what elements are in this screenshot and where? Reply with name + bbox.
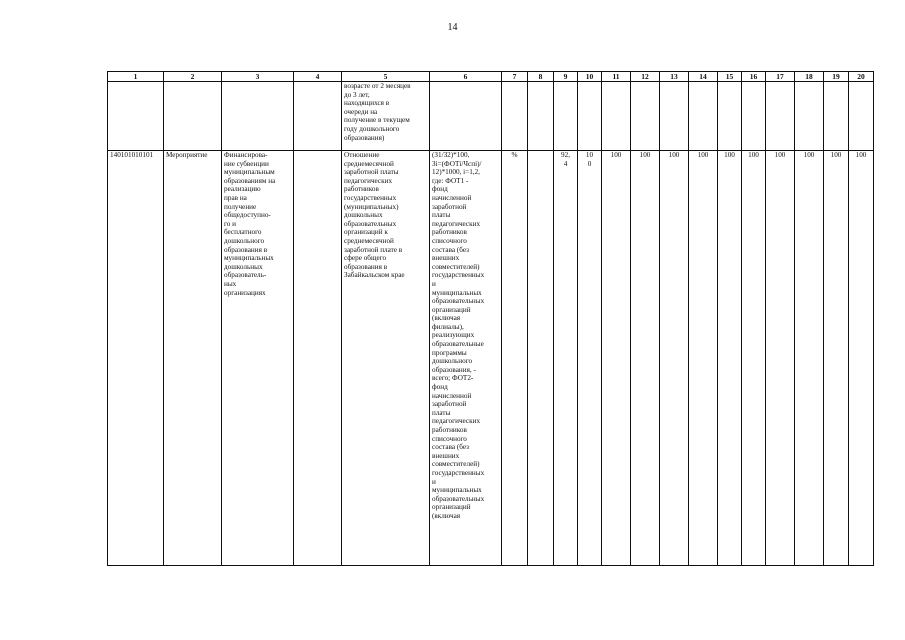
cell-text: 140101010101	[110, 151, 154, 159]
cell	[742, 82, 766, 151]
cell-empty	[294, 151, 342, 566]
table-row	[108, 151, 874, 566]
cell-value	[689, 151, 718, 566]
cell-text: 100	[830, 151, 842, 159]
col-header-5: 5	[342, 72, 430, 82]
col-header-13: 13	[660, 72, 689, 82]
col-header-20: 20	[849, 72, 874, 82]
cell-text: 100	[668, 151, 680, 159]
cell-text: 10 0	[585, 151, 594, 168]
cell	[294, 82, 342, 151]
cell	[222, 82, 294, 151]
header-row	[108, 72, 874, 82]
col-header-19: 19	[824, 72, 849, 82]
col-header-10: 10	[578, 72, 602, 82]
cell-text: 100	[803, 151, 815, 159]
col-header-9: 9	[554, 72, 578, 82]
cell-value	[766, 151, 795, 566]
cell-value	[795, 151, 824, 566]
cell	[849, 82, 874, 151]
cell-value	[742, 151, 766, 566]
col-header-12: 12	[631, 72, 660, 82]
cell-indicator	[342, 151, 430, 566]
cell-value	[578, 151, 602, 566]
cell-text: возрасте от 2 месяцев до 3 лет, находящихся в очереди на получение в текущем году дошкольного образования)	[344, 82, 411, 142]
col-header-6: 6	[430, 72, 502, 82]
cell	[795, 82, 824, 151]
cell	[108, 82, 164, 151]
cell	[824, 82, 849, 151]
cell	[689, 82, 718, 151]
cell-value	[718, 151, 742, 566]
cell	[430, 82, 502, 151]
cell-value	[528, 151, 554, 566]
cell-text: 100	[748, 151, 759, 159]
cell	[578, 82, 602, 151]
cell-text: Мероприятие	[166, 151, 208, 159]
cell	[502, 82, 528, 151]
col-header-16: 16	[742, 72, 766, 82]
col-header-11: 11	[602, 72, 631, 82]
indicator-table	[107, 71, 874, 566]
cell	[766, 82, 795, 151]
cell	[554, 82, 578, 151]
cell	[660, 82, 689, 151]
col-header-4: 4	[294, 72, 342, 82]
page-number: 14	[447, 22, 458, 33]
col-header-17: 17	[766, 72, 795, 82]
cell-indicator-continued	[342, 82, 430, 151]
cell-text: Отношение среднемесячной заработной платы педагогических работников государственных (муниципальных) дошкольных образовательных организаций к среднемесячной заработной плате в сфере общего образования в Забайкальском крае	[344, 151, 405, 280]
col-header-8: 8	[528, 72, 554, 82]
col-header-7: 7	[502, 72, 528, 82]
cell-text: 100	[639, 151, 651, 159]
cell-value	[554, 151, 578, 566]
col-header-2: 2	[164, 72, 222, 82]
cell-name	[222, 151, 294, 566]
cell-value	[631, 151, 660, 566]
cell-text: Финансирова- ние субвенции муниципальным образованиям на реализацию прав на получение общедоступно- го и бесплатного дошкольного образования в муниципальных дошкольных образователь- ных организациях	[224, 151, 276, 297]
cell-value	[824, 151, 849, 566]
cell-type	[164, 151, 222, 566]
cell	[528, 82, 554, 151]
cell	[631, 82, 660, 151]
col-header-3: 3	[222, 72, 294, 82]
cell-formula	[430, 151, 502, 566]
cell-text: 100	[697, 151, 709, 159]
col-header-14: 14	[689, 72, 718, 82]
cell-unit	[502, 151, 528, 566]
cell	[602, 82, 631, 151]
table-row	[108, 82, 874, 151]
cell-value	[849, 151, 874, 566]
col-header-15: 15	[718, 72, 742, 82]
col-header-1: 1	[108, 72, 164, 82]
cell-text: 92, 4	[561, 151, 570, 168]
cell	[718, 82, 742, 151]
cell-text: (З1/З2)*100, Зi=(ФОТi/Чспi)/ 12)*1000, i=1,2, где: ФОТ1 - фонд начисленной заработной платы педагогических работников списочного состава (без внешних совместителей) государственных и муниципальных образовательных организаций (включая филиалы), реализующих образовательные программы дошкольного образования, - всего; ФОТ2- фонд начисленной заработной платы педагогических работников списочного состава (без внешних совместителей) государственных и муниципальных образовательных организаций (включая	[432, 151, 485, 520]
cell-value	[602, 151, 631, 566]
cell-code	[108, 151, 164, 566]
cell-text: %	[511, 151, 518, 159]
cell-text: 100	[855, 151, 867, 159]
cell-text: 100	[610, 151, 622, 159]
cell-text: 100	[774, 151, 786, 159]
cell	[164, 82, 222, 151]
col-header-18: 18	[795, 72, 824, 82]
cell-value	[660, 151, 689, 566]
cell-text: 100	[724, 151, 735, 159]
